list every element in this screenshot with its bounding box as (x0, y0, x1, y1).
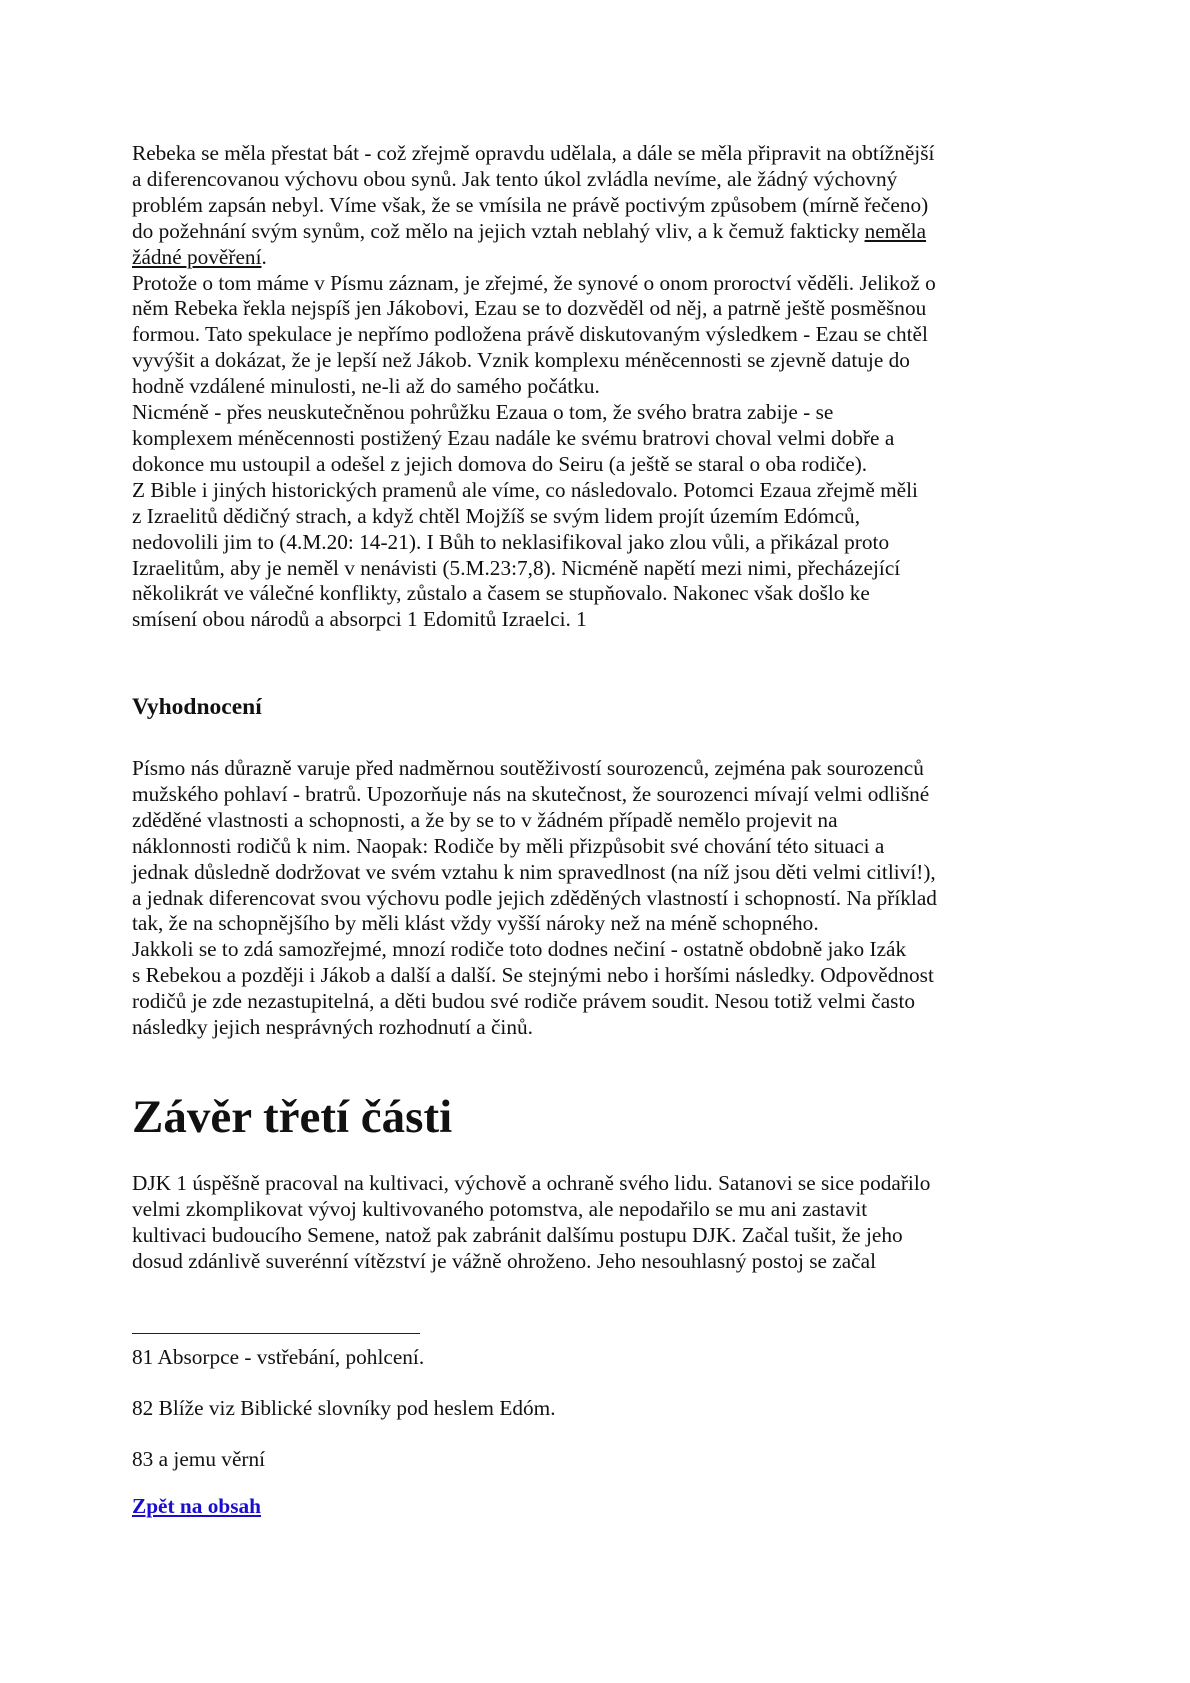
text-span: . (261, 244, 267, 269)
text-line: kultivaci budoucího Semene, natož pak zabránit dalšímu postupu DJK. Začal tušit, že jeho (132, 1222, 903, 1247)
text-line: velmi zkomplikovat vývoj kultivovaného potomstva, ale nepodařilo se mu ani zastavit (132, 1196, 868, 1221)
text-line: rodičů je zde nezastupitelná, a děti budou své rodiče právem soudit. Nesou totiž velmi často (132, 989, 916, 1014)
text-line: náklonnosti rodičů k nim. Naopak: Rodiče by měli přizpůsobit své chování této situaci a (132, 833, 885, 858)
text-line: DJK 1 úspěšně pracoval na kultivaci, výchově a ochraně svého lidu. Satanovi se sice podařilo (132, 1171, 931, 1195)
text-line: z Izraelitů dědičný strach, a když chtěl Mojžíš se svým lidem projít územím Edómců, (132, 503, 861, 528)
text-line: dokonce mu ustoupil a odešel z jejich domova do Seiru (a ještě se staral o oba rodiče). (132, 451, 868, 476)
text-line: Nicméně - přes neuskutečněnou pohrůžku Ezaua o tom, že svého bratra zabije - se (132, 400, 834, 425)
body-text-top (132, 141, 1072, 633)
text-line: nedovolili jim to (4.M.20: 14-21). I Bůh to neklasifikoval jako zlou vůli, a přikázal proto (132, 529, 890, 554)
text-line: s Rebekou a později i Jákob a další a další. Se stejnými nebo i horšími následky. Odpovědnost (132, 963, 934, 988)
evaluation-text (132, 756, 937, 1041)
text-line: následky jejich nesprávných rozhodnutí a činů. (132, 1015, 533, 1040)
footnotes (132, 1344, 556, 1497)
text-line (132, 245, 1072, 271)
text-line: jednak důsledně dodržovat ve svém vztahu k nim spravedlnost (na níž jsou děti velmi citliví!), (132, 859, 936, 884)
document-page (132, 141, 1072, 1518)
text-line: mužského pohlaví - bratrů. Upozorňuje nás na skutečnost, že sourozenci mívají velmi odlišné (132, 781, 930, 806)
text-line: problém zapsán nebyl. Víme však, že se vmísila ne právě poctivým způsobem (mírně řečeno) (132, 192, 929, 217)
text-span: do požehnání svým synům, což mělo na jejich vztah neblahý vliv, a k čemuž fakticky (132, 218, 865, 243)
footnote: 82 Blíže viz Biblické slovníky pod heslem Edóm. (132, 1396, 556, 1420)
text-line (132, 219, 1072, 245)
text-line: tak, že na schopnějšího by měli klást vždy vyšší nároky než na méně schopného. (132, 911, 819, 936)
footnote: 83 a jemu věrní (132, 1447, 266, 1471)
text-line: Písmo nás důrazně varuje před nadměrnou soutěživostí sourozenců, zejména pak sourozenců (132, 756, 924, 780)
section-heading: Vyhodnocení (132, 694, 262, 720)
text-line: vyvýšit a dokázat, že je lepší než Jákob. Vznik komplexu méněcennosti se zjevně datuje do (132, 348, 910, 373)
text-line: Izraelitům, aby je neměl v nenávisti (5.M.23:7,8). Nicméně napětí mezi nimi, přecházející (132, 555, 901, 580)
text-line: Protože o tom máme v Písmu záznam, je zřejmé, že synové o onom proroctví věděli. Jelikož o (132, 270, 936, 295)
chapter-heading: Závěr třetí části (132, 1091, 453, 1143)
text-line: zděděné vlastnosti a schopnosti, a že by se to v žádném případě nemělo projevit na (132, 807, 838, 832)
text-line: něm Rebeka řekla nejspíš jen Jákobovi, Ezau se to dozvěděl od něj, a patrně ještě posměšnou (132, 296, 927, 321)
text-line: Rebeka se měla přestat bát - což zřejmě opravdu udělala, a dále se měla připravit na obtížnější (132, 141, 935, 165)
text-line: smísení obou národů a absorpci 1 Edomitů Izraelci. 1 (132, 607, 587, 632)
footnote: 81 Absorpce - vstřebání, pohlcení. (132, 1345, 425, 1369)
text-line: několikrát ve válečné konflikty, zůstalo a časem se stupňovalo. Nakonec však došlo ke (132, 581, 870, 606)
text-line: hodně vzdálené minulosti, ne-li až do samého počátku. (132, 374, 600, 399)
text-line: Z Bible i jiných historických pramenů ale víme, co následovalo. Potomci Ezaua zřejmě měli (132, 477, 918, 502)
underlined-phrase: žádné pověření (132, 244, 262, 269)
back-to-contents-link[interactable]: Zpět na obsah (132, 1494, 262, 1518)
footnote-divider (132, 1333, 420, 1334)
text-line: dosud zdánlivě suverénní vítězství je vážně ohroženo. Jeho nesouhlasný postoj se začal (132, 1248, 876, 1273)
text-line: Jakkoli se to zdá samozřejmé, mnozí rodiče toto dodnes nečiní - ostatně obdobně jako Izák (132, 937, 907, 962)
text-line: komplexem méněcennosti postižený Ezau nadále ke svému bratrovi choval velmi dobře a (132, 425, 895, 450)
text-line: formou. Tato spekulace je nepřímo podložena právě diskutovaným výsledkem - Ezau se chtěl (132, 322, 928, 347)
text-line: a jednak diferencovat svou výchovu podle jejich zděděných vlastností i schopností. Na příklad (132, 885, 937, 910)
underlined-phrase: neměla (864, 218, 927, 243)
text-line: a diferencovanou výchovu obou synů. Jak tento úkol zvládla nevíme, ale žádný výchovný (132, 166, 898, 191)
conclusion-text (132, 1171, 930, 1275)
